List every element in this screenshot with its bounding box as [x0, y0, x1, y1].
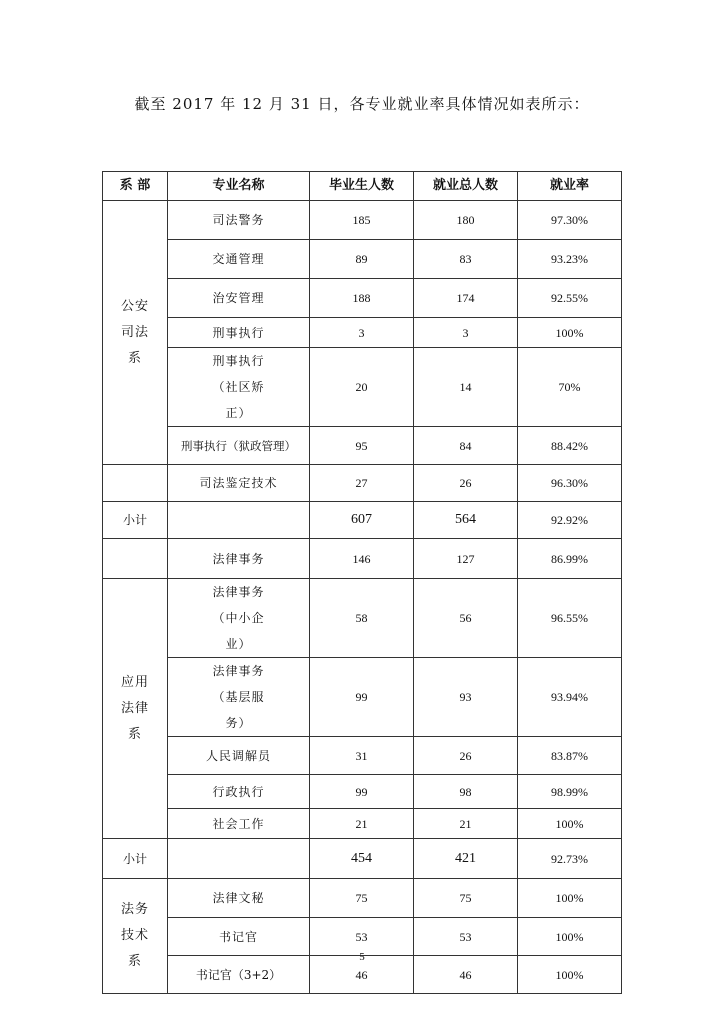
rate-cell: 96.30%: [518, 465, 622, 502]
employment-table: [102, 171, 622, 994]
major-cell: 治安管理: [168, 279, 310, 318]
table-row: [103, 240, 622, 279]
graduates-cell: 21: [310, 809, 414, 839]
dept-label: 法务技术系: [120, 902, 149, 969]
table-row: [103, 918, 622, 956]
table-row: [103, 539, 622, 579]
employed-cell: 75: [414, 879, 518, 918]
rate-cell: 92.55%: [518, 279, 622, 318]
employed-cell: 83: [414, 240, 518, 279]
dept-label: 应用法律系: [120, 674, 149, 742]
subtotal-label: 小计: [103, 502, 168, 539]
major-cell: 司法警务: [168, 201, 310, 240]
graduates-cell: 454: [310, 839, 414, 879]
subtotal-major-empty: [168, 839, 310, 879]
rate-cell: 70%: [518, 348, 622, 427]
rate-cell: 88.42%: [518, 427, 622, 465]
table-row: [103, 201, 622, 240]
employed-cell: 21: [414, 809, 518, 839]
page-number: 5: [359, 951, 365, 963]
major-cell: 交通管理: [168, 240, 310, 279]
graduates-cell: 146: [310, 539, 414, 579]
major-cell: 司法鉴定技术: [168, 465, 310, 502]
employed-cell: 98: [414, 775, 518, 809]
graduates-cell: 95: [310, 427, 414, 465]
major-cell: 社会工作: [168, 809, 310, 839]
dept-label: 公安司法系: [120, 298, 149, 366]
graduates-cell: 46: [310, 956, 414, 994]
dept-cell-fawu: [103, 879, 168, 994]
dept-cell-empty: [103, 465, 168, 502]
major-label: 法律事务（中小企业）: [212, 585, 265, 651]
major-cell: [168, 348, 310, 427]
graduates-cell: 185: [310, 201, 414, 240]
major-label: 刑事执行（社区矫正）: [212, 354, 265, 420]
rate-cell: 86.99%: [518, 539, 622, 579]
employed-cell: 53: [414, 918, 518, 956]
table-row: [103, 879, 622, 918]
major-cell: 人民调解员: [168, 737, 310, 775]
table-row: [103, 318, 622, 348]
major-cell: 行政执行: [168, 775, 310, 809]
subtotal-row: [103, 502, 622, 539]
dept-cell-yingyong: [103, 579, 168, 839]
dept-cell-empty: [103, 539, 168, 579]
table-row: [103, 465, 622, 502]
rate-cell: 100%: [518, 918, 622, 956]
employed-cell: 421: [414, 839, 518, 879]
major-cell: 刑事执行（狱政管理）: [168, 427, 310, 465]
major-cell: 书记官（3+2）: [168, 956, 310, 994]
employed-cell: 46: [414, 956, 518, 994]
rate-cell: 97.30%: [518, 201, 622, 240]
rate-cell: 93.94%: [518, 658, 622, 737]
subtotal-label: 小计: [103, 839, 168, 879]
employed-cell: 127: [414, 539, 518, 579]
graduates-cell: 27: [310, 465, 414, 502]
employed-cell: 93: [414, 658, 518, 737]
table-row: [103, 775, 622, 809]
table-row: [103, 348, 622, 427]
graduates-cell: 89: [310, 240, 414, 279]
header-major: 专业名称: [168, 172, 310, 201]
rate-cell: 96.55%: [518, 579, 622, 658]
graduates-cell: 53: [310, 918, 414, 956]
intro-text: 截至 2017 年 12 月 31 日，各专业就业率具体情况如表所示：: [134, 95, 590, 113]
header-graduates: 毕业生人数: [310, 172, 414, 201]
graduates-cell: 607: [310, 502, 414, 539]
graduates-cell: 58: [310, 579, 414, 658]
graduates-cell: 3: [310, 318, 414, 348]
employed-cell: 56: [414, 579, 518, 658]
graduates-cell: 99: [310, 775, 414, 809]
rate-cell: 100%: [518, 879, 622, 918]
employed-cell: 3: [414, 318, 518, 348]
header-employed: 就业总人数: [414, 172, 518, 201]
table-row: [103, 579, 622, 658]
major-label: 法律事务（基层服务）: [212, 664, 265, 730]
table-row: [103, 279, 622, 318]
graduates-cell: 188: [310, 279, 414, 318]
graduates-cell: 31: [310, 737, 414, 775]
employed-cell: 84: [414, 427, 518, 465]
major-cell: 书记官: [168, 918, 310, 956]
subtotal-major-empty: [168, 502, 310, 539]
rate-cell: 98.99%: [518, 775, 622, 809]
employed-cell: 26: [414, 737, 518, 775]
rate-cell: 100%: [518, 956, 622, 994]
major-cell: 法律事务: [168, 539, 310, 579]
header-rate: 就业率: [518, 172, 622, 201]
rate-cell: 92.92%: [518, 502, 622, 539]
graduates-cell: 75: [310, 879, 414, 918]
graduates-cell: 99: [310, 658, 414, 737]
major-cell: [168, 579, 310, 658]
rate-cell: 100%: [518, 318, 622, 348]
employed-cell: 174: [414, 279, 518, 318]
table-header-row: [103, 172, 622, 201]
major-cell: 法律文秘: [168, 879, 310, 918]
employed-cell: 26: [414, 465, 518, 502]
table-row: [103, 658, 622, 737]
header-dept: 系 部: [103, 172, 168, 201]
table-row: [103, 427, 622, 465]
graduates-cell: 20: [310, 348, 414, 427]
table-row: [103, 809, 622, 839]
employed-cell: 564: [414, 502, 518, 539]
table-row: [103, 737, 622, 775]
rate-cell: 92.73%: [518, 839, 622, 879]
rate-cell: 93.23%: [518, 240, 622, 279]
major-cell: 刑事执行: [168, 318, 310, 348]
employed-cell: 180: [414, 201, 518, 240]
major-cell: [168, 658, 310, 737]
rate-cell: 100%: [518, 809, 622, 839]
rate-cell: 83.87%: [518, 737, 622, 775]
employed-cell: 14: [414, 348, 518, 427]
subtotal-row: [103, 839, 622, 879]
dept-cell-gongan: [103, 201, 168, 465]
